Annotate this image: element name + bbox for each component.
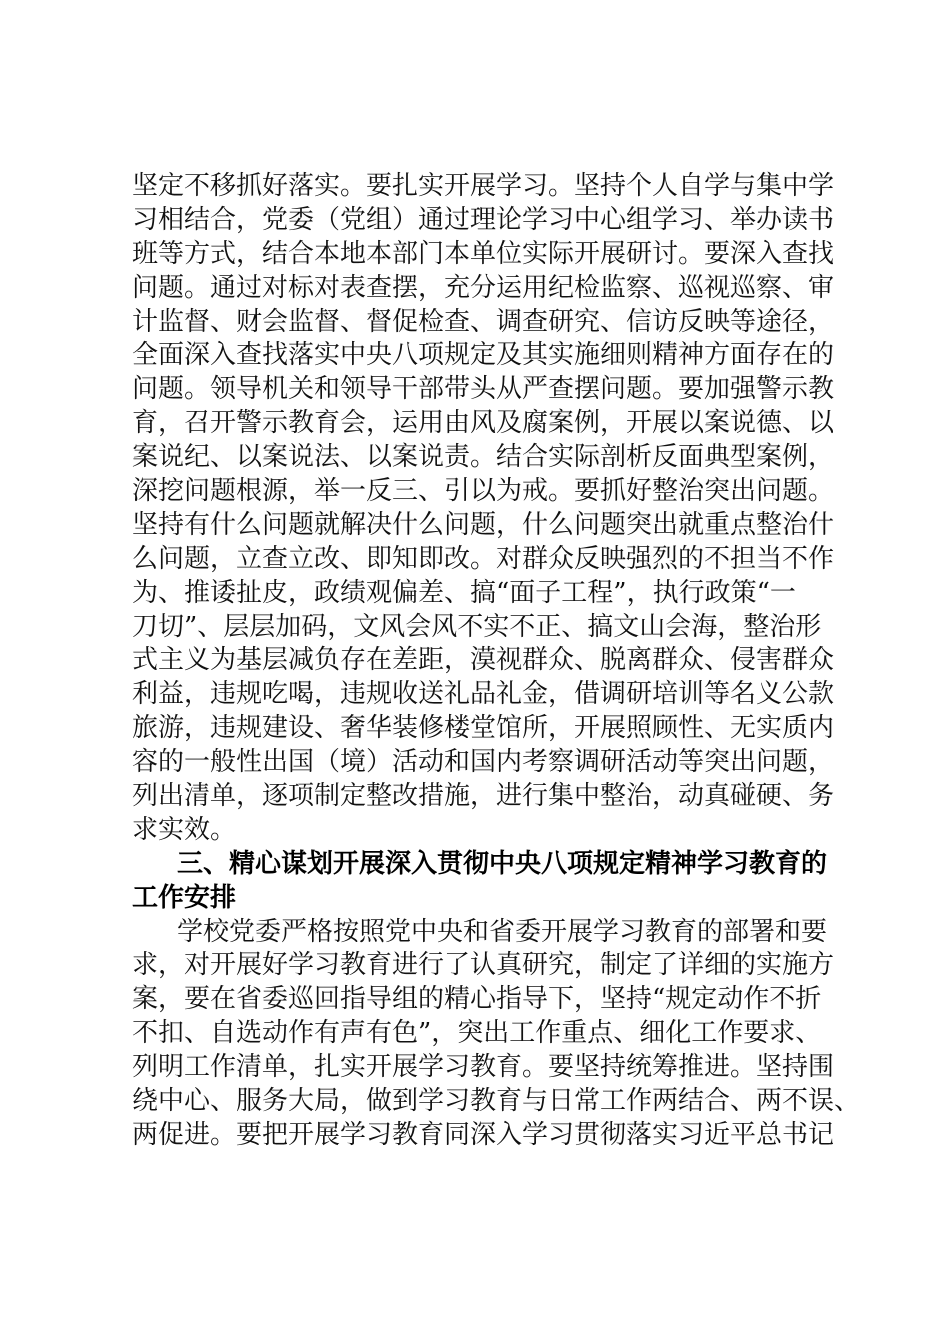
paragraph-2-line-5: 列明工作清单，扎实开展学习教育。要坚持统筹推进。坚持围: [132, 1052, 835, 1083]
paragraph-1-line-8: 育，召开警示教育会，运用由风及腐案例，开展以案说德、以: [132, 408, 835, 439]
paragraph-2-line-6: 绕中心、服务大局，做到学习教育与日常工作两结合、两不误、: [132, 1086, 861, 1117]
paragraph-1-line-9: 案说纪、以案说法、以案说责。结合实际剖析反面典型案例，: [132, 442, 835, 473]
paragraph-1-line-6: 全面深入查找落实中央八项规定及其实施细则精神方面存在的: [132, 340, 835, 371]
paragraph-1-line-10: 深挖问题根源，举一反三、引以为戒。要抓好整治突出问题。: [132, 476, 835, 507]
paragraph-1-line-11: 坚持有什么问题就解决什么问题，什么问题突出就重点整治什: [132, 509, 835, 540]
paragraph-2-line-4: 不扣、自选动作有声有色”，突出工作重点、细化工作要求、: [132, 1018, 822, 1049]
section-heading-line-1: 三、精心谋划开展深入贯彻中央八项规定精神学习教育的: [177, 848, 828, 879]
body-text: [132, 170, 861, 1153]
paragraph-1-line-15: 式主义为基层减负存在差距，漠视群众、脱离群众、侵害群众: [132, 645, 835, 676]
paragraph-1-line-17: 旅游，违规建设、奢华装修楼堂馆所，开展照顾性、无实质内: [132, 713, 835, 744]
paragraph-1-line-20: 求实效。: [132, 814, 237, 845]
paragraph-1-line-2: 习相结合，党委（党组）通过理论学习中心组学习、举办读书: [132, 204, 835, 235]
paragraph-2-line-3: 案，要在省委巡回指导组的精心指导下，坚持“规定动作不折: [132, 984, 822, 1015]
paragraph-2-line-2: 求，对开展好学习教育进行了认真研究，制定了详细的实施方: [132, 950, 835, 981]
paragraph-1-line-16: 利益，违规吃喝，违规收送礼品礼金，借调研培训等名义公款: [132, 679, 835, 710]
paragraph-1-line-7: 问题。领导机关和领导干部带头从严查摆问题。要加强警示教: [132, 374, 835, 405]
paragraph-1-line-14: 刀切”、层层加码，文风会风不实不正、搞文山会海，整治形: [132, 611, 822, 642]
paragraph-1-line-19: 列出清单，逐项制定整改措施，进行集中整治，动真碰硬、务: [132, 781, 835, 812]
paragraph-1-line-13: 为、推诿扯皮，政绩观偏差、搞“面子工程”，执行政策“一: [132, 577, 796, 608]
paragraph-1-line-1: 坚定不移抓好落实。要扎实开展学习。坚持个人自学与集中学: [132, 171, 835, 201]
paragraph-1-line-3: 班等方式，结合本地本部门本单位实际开展研讨。要深入查找: [132, 238, 835, 269]
paragraph-1-line-5: 计监督、财会监督、督促检查、调查研究、信访反映等途径，: [132, 306, 835, 337]
paragraph-2-line-1: 学校党委严格按照党中央和省委开展学习教育的部署和要: [177, 916, 828, 947]
paragraph-1-line-18: 容的一般性出国（境）活动和国内考察调研活动等突出问题，: [132, 747, 835, 778]
paragraph-1-line-4: 问题。通过对标对表查摆，充分运用纪检监察、巡视巡察、审: [132, 272, 835, 303]
paragraph-2-line-7: 两促进。要把开展学习教育同深入学习贯彻落实习近平总书记: [132, 1119, 835, 1150]
section-heading-line-2: 工作安排: [132, 882, 237, 913]
paragraph-1-line-12: 么问题，立查立改、即知即改。对群众反映强烈的不担当不作: [132, 543, 835, 574]
